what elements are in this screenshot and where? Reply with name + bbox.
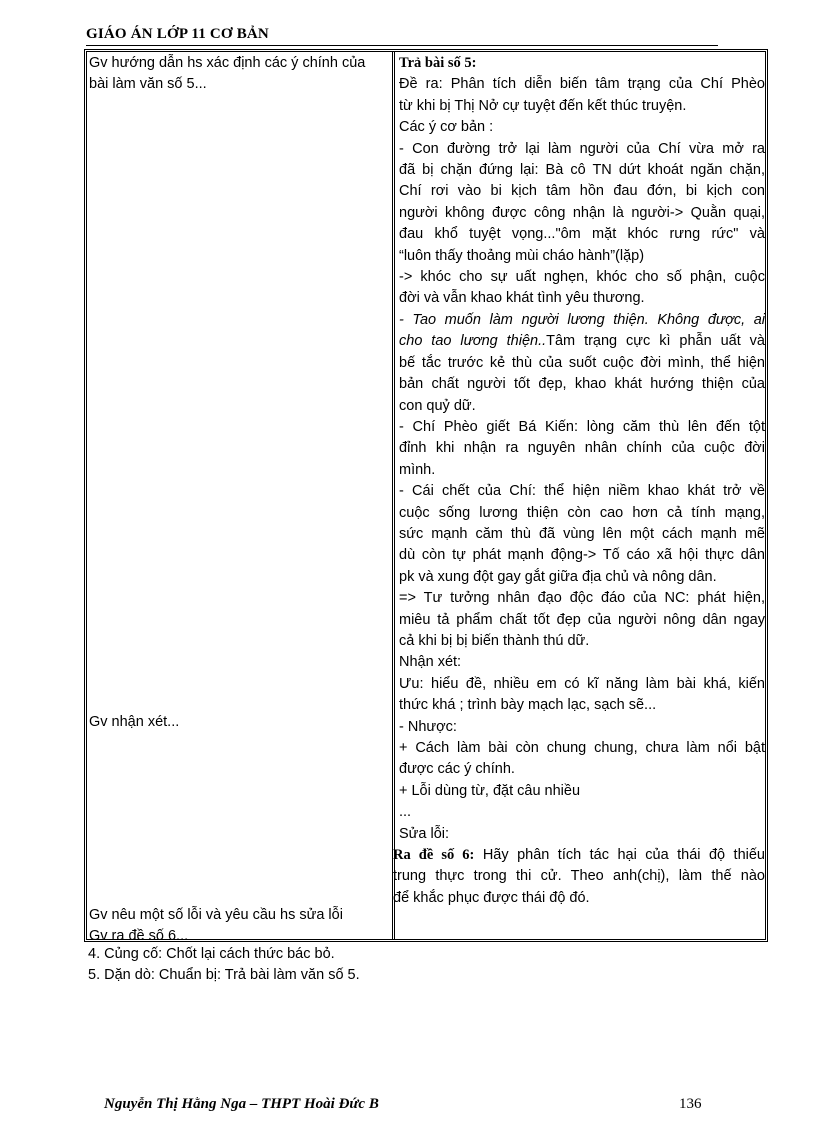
section-heading: Trả bài số 5: xyxy=(399,55,477,71)
content-line: Nhận xét: xyxy=(399,654,462,671)
content-text: Hãy phân tích tác hại của thái độ thiếu xyxy=(474,847,765,864)
left-line: Gv nhận xét... xyxy=(89,714,180,730)
content-text: Tâm trạng cực kì phẫn uất và xyxy=(546,333,765,350)
note-line: 5. Dặn dò: Chuẩn bị: Trả bài làm văn số 5. xyxy=(88,967,360,984)
left-line: Gv nêu một số lỗi và yêu cầu hs sửa lỗi xyxy=(89,907,343,923)
content-line xyxy=(399,331,765,352)
content-line: - Con đường trở lại làm người của Chí vừa mở ra xyxy=(399,140,765,157)
content-line: đã bị chặn đứng lại: Bà cô TN dứt khoát ngăn chặn, xyxy=(399,162,765,179)
content-line xyxy=(393,845,765,866)
content-line: + Lỗi dùng từ, đặt câu nhiều xyxy=(399,782,581,799)
after-table-notes xyxy=(88,944,360,987)
lesson-table xyxy=(84,49,768,945)
content-line: -> khóc cho sự uất nghẹn, khóc cho số phận, cuộc xyxy=(399,269,765,286)
column-divider xyxy=(392,52,395,939)
content-line: Các ý cơ bản : xyxy=(399,119,494,136)
content-line: đau khổ tuyệt vọng..."ôm mặt khóc rưng rức" và xyxy=(399,226,765,243)
content-line: dù còn tự phát mạnh động-> Tố cáo xã hội thực dân xyxy=(399,547,765,564)
content-line: bế tắc trước kẻ thù của suốt cuộc đời mình, thể hiện xyxy=(399,354,765,371)
content-line: - Tao muốn làm người lương thiện. Không được, ai xyxy=(399,311,765,328)
content-line: đời và vẫn khao khát tình yêu thương. xyxy=(399,290,645,307)
content-line: để khắc phục được thái độ đó. xyxy=(393,889,590,906)
quote-text: cho tao lương thiện.. xyxy=(399,333,547,350)
content-line: sức mạnh căm thù đã vùng lên một cách mạnh mẽ xyxy=(399,525,765,542)
footer-author: Nguyễn Thị Hằng Nga – THPT Hoài Đức B xyxy=(104,1096,379,1112)
content-line: miêu tả phẩm chất tốt đẹp của người nông dân ngay xyxy=(399,611,765,628)
content-line: từ khi bị Thị Nở cự tuyệt đến kết thúc truyện. xyxy=(399,97,687,114)
assignment-label: Ra đề số 6: xyxy=(393,847,475,864)
content-line: trung thực trong thi cử. Theo anh(chị), làm thế nào xyxy=(393,868,765,885)
page-number: 136 xyxy=(679,1096,702,1112)
content-line: thức khá ; trình bày mạch lạc, sạch sẽ... xyxy=(399,697,657,714)
content-line: - Nhược: xyxy=(399,718,457,735)
content-line: “luôn thấy thoảng mùi cháo hành”(lặp) xyxy=(399,247,645,264)
content-line: - Chí Phèo giết Bá Kiến: lòng căm thù lên đến tột xyxy=(399,418,765,435)
content-line: - Cái chết của Chí: thể hiện niềm khao khát trở về xyxy=(399,483,765,500)
content-line: bản chất người tốt đẹp, khao khát hướng thiện của xyxy=(399,376,765,393)
left-line: Gv hướng dẫn hs xác định các ý chính của xyxy=(89,55,366,71)
content-line: Sửa lỗi: xyxy=(399,825,450,842)
note-line: 4. Củng cố: Chốt lại cách thức bác bỏ. xyxy=(88,946,335,962)
left-line: Gv ra đề số 6... xyxy=(89,928,189,945)
page-header: GIÁO ÁN LỚP 11 CƠ BẢN xyxy=(86,26,718,46)
content-line: mình. xyxy=(399,461,436,478)
content-line: Đề ra: Phân tích diễn biến tâm trạng của Chí Phèo xyxy=(399,76,765,93)
left-line: bài làm văn số 5... xyxy=(89,76,207,93)
content-line: đỉnh khi nhận ra nguyên nhân chính của cuộc đời xyxy=(399,440,765,457)
content-line: Chí rơi vào bi kịch tâm hồn đau đớn, bi kịch con xyxy=(399,183,765,200)
content-line: cả khi bị bị biến thành thú dữ. xyxy=(399,632,590,649)
content-line: pk và xung đột gay gắt giữa địa chủ và nông dân. xyxy=(399,568,717,585)
content-line: con quỷ dữ. xyxy=(399,397,476,414)
content-line: => Tư tưởng nhân đạo độc đáo của NC: phát hiện, xyxy=(399,590,765,607)
content-column xyxy=(393,52,765,909)
content-line: cuộc sống lương thiện còn cao hơn cả tính mạng, xyxy=(399,504,765,521)
content-line: người không được công nhận là người-> Quằn quại, xyxy=(399,204,765,221)
content-line: + Cách làm bài còn chung chung, chưa làm nổi bật xyxy=(399,740,765,756)
content-line: được các ý chính. xyxy=(399,761,515,778)
content-line: ... xyxy=(399,804,412,821)
content-line: Ưu: hiểu đề, nhiều em có kĩ năng làm bài khá, kiến xyxy=(399,675,765,692)
